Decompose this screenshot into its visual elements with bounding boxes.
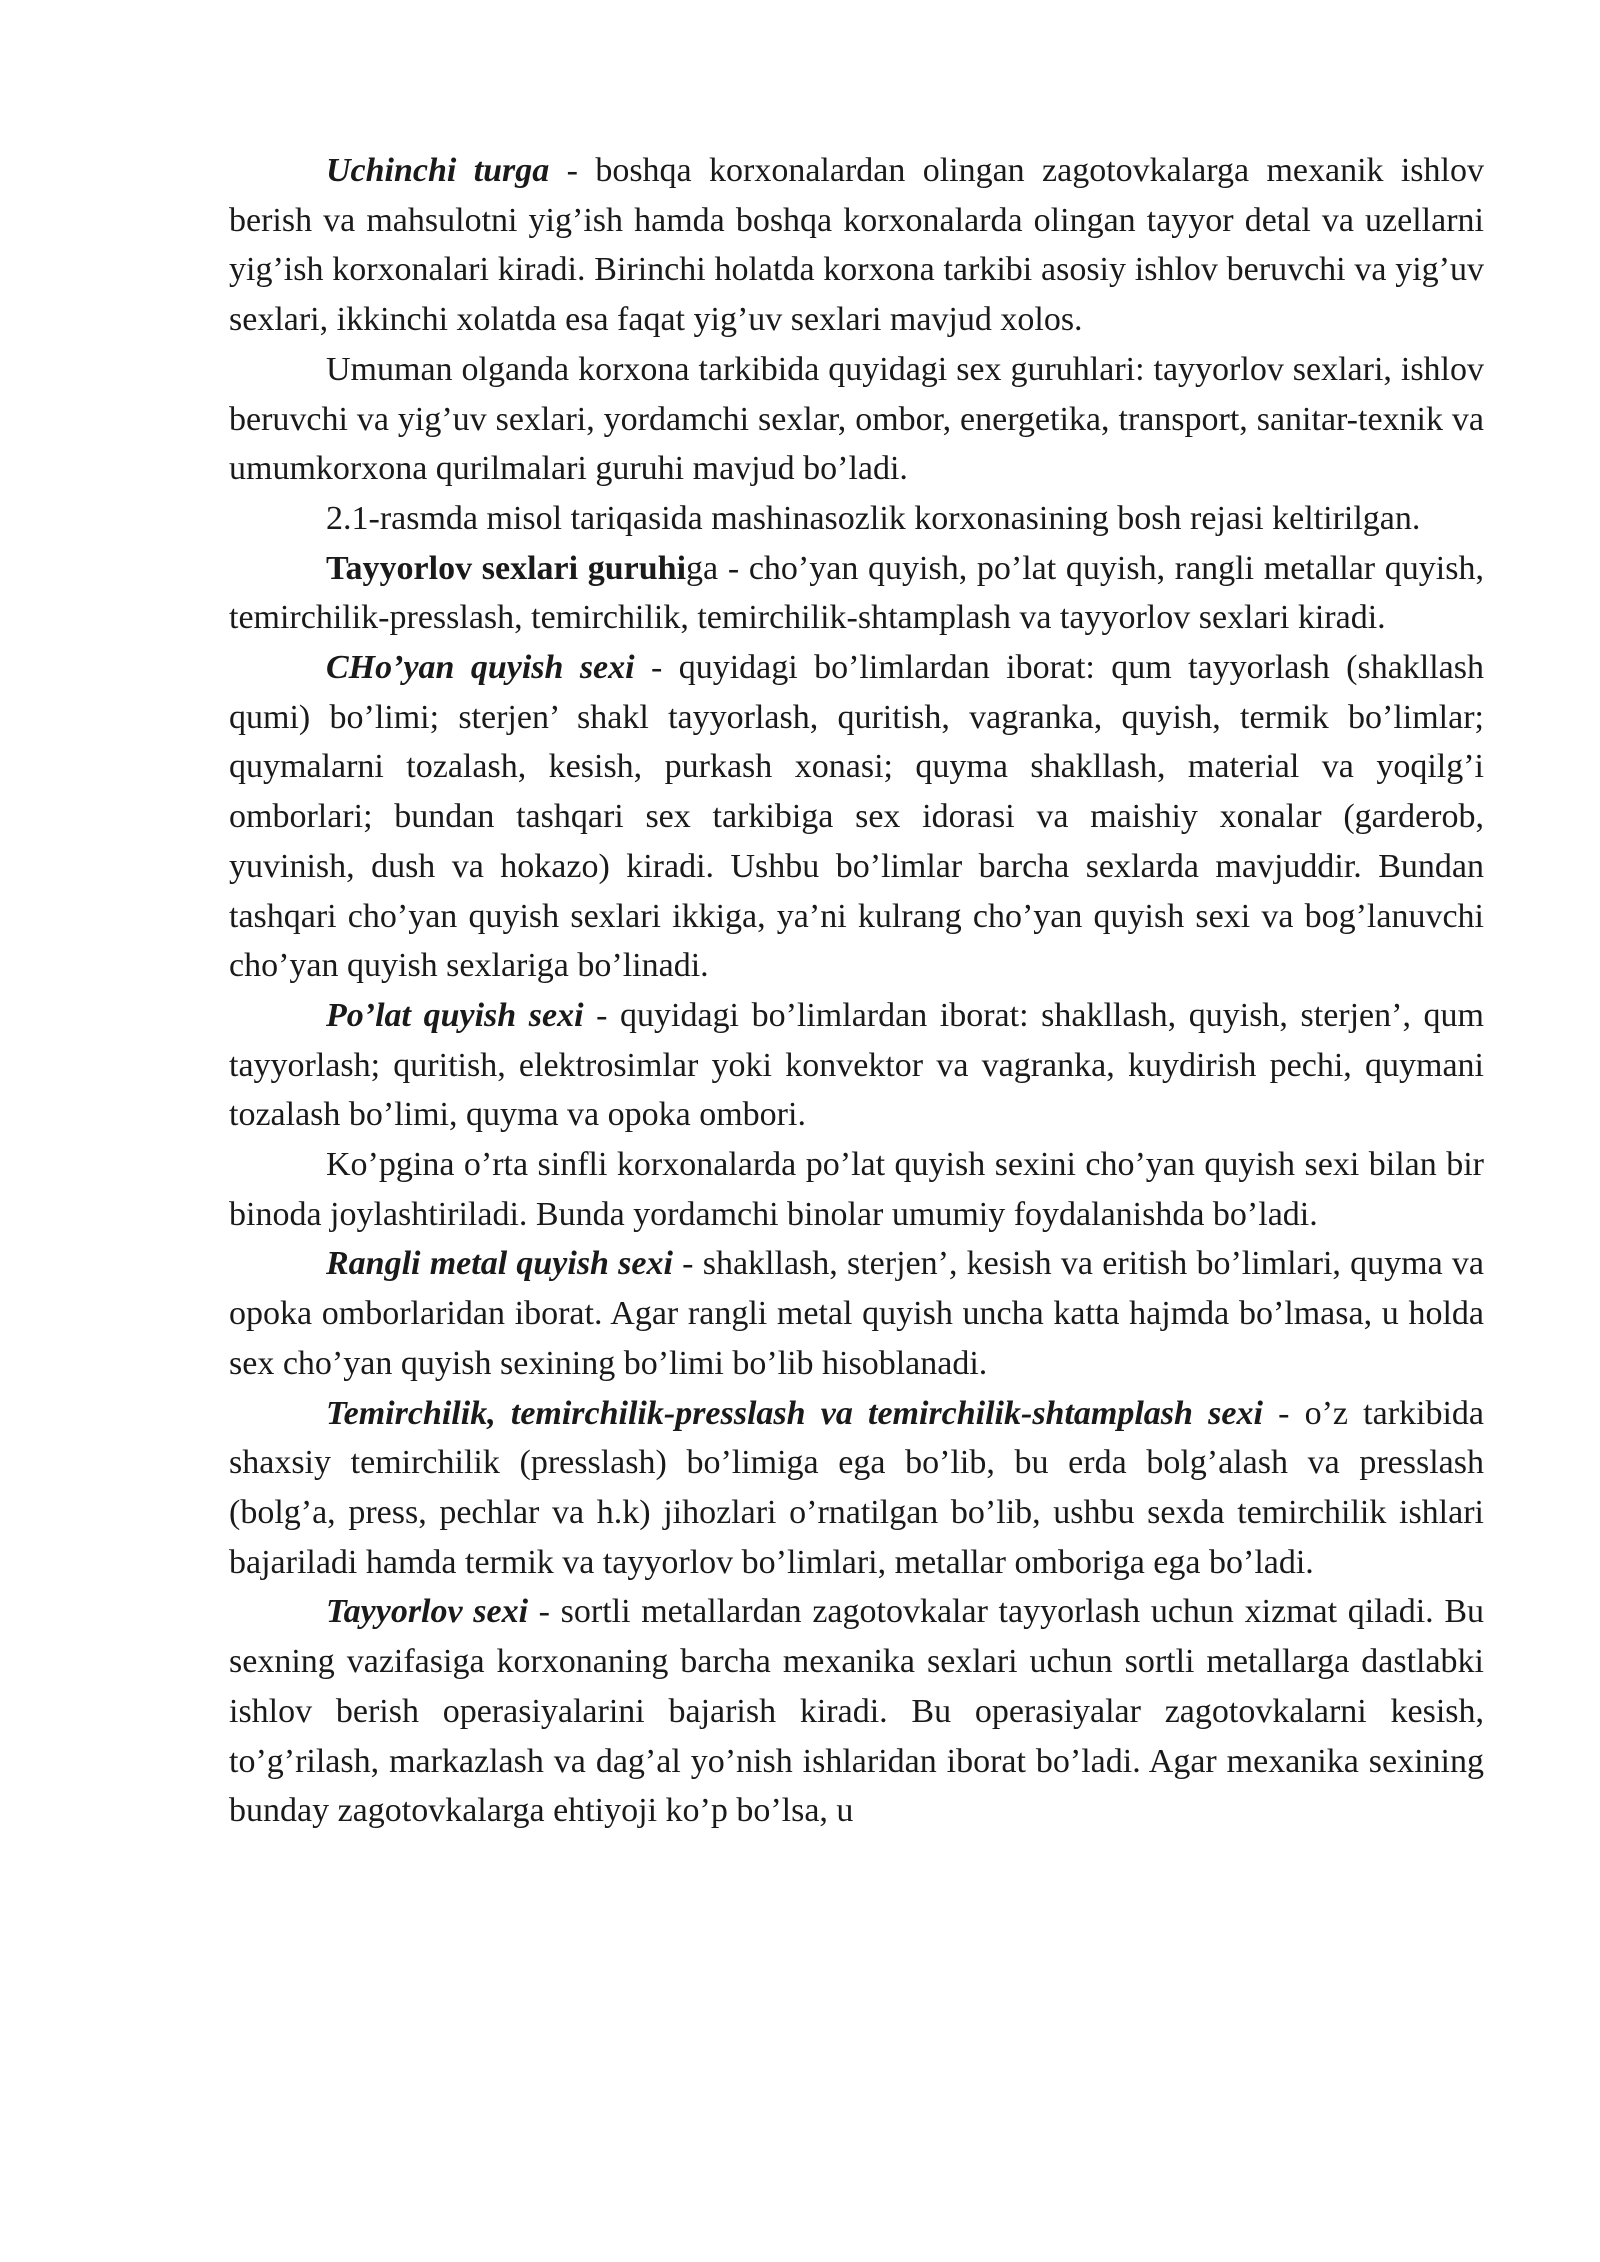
paragraph-figure-reference — [229, 494, 1484, 544]
paragraph-lead-term: Tayyorlov sexlari guruhi — [326, 549, 687, 587]
paragraph-polat-quyish-sexi — [229, 991, 1484, 1140]
paragraph-text: - boshqa korxonalardan olingan zagotovkalarga mexanik ishlov berish va mahsulotni yig’ish hamda boshqa korxonalarda olingan tayyor detal va uzellarni yig’ish korxonalari kiradi. Birinchi holatda korxona tarkibi asosiy ishlov beruvchi va yig’uv sexlari, ikkinchi xolatda esa faqat yig’uv sexlari mavjud xolos. — [229, 152, 1484, 339]
paragraph-text: Ko’pgina o’rta sinfli korxonalarda po’lat quyish sexini cho’yan quyish sexi bilan bir binoda joylashtiriladi. Bunda yordamchi binolar umumiy foydalanishda bo’ladi. — [229, 1146, 1484, 1233]
paragraph-temirchilik-sexi — [229, 1389, 1484, 1588]
paragraph-text: - shakllash, sterjen’, kesish va eritish bo’limlari, quyma va opoka omborlaridan iborat. Agar rangli metal quyish uncha katta hajmda bo’lmasa, u holda sex cho’yan quyish sexining bo’limi bo’lib hisoblanadi. — [229, 1245, 1484, 1382]
document-page — [229, 146, 1484, 1836]
paragraph-tayyorlov-sexlari-guruhi — [229, 544, 1484, 643]
paragraph-text: Umuman olganda korxona tarkibida quyidagi sex guruhlari: tayyorlov sexlari, ishlov beruvchi va yig’uv sexlari, yordamchi sexlar, ombor, energetika, transport, sanitar-texnik va umumkorxona qurilmalari guruhi mavjud bo’ladi. — [229, 350, 1484, 488]
paragraph-rangli-metal-quyish-sexi — [229, 1239, 1484, 1388]
paragraph-kopgina-korxonalarda — [229, 1140, 1484, 1239]
paragraph-uchinchi-turga — [229, 146, 1484, 345]
paragraph-lead-term: Rangli metal quyish sexi — [326, 1245, 673, 1283]
paragraph-lead-term: Uchinchi turga — [326, 152, 550, 189]
paragraph-text: ga - cho’yan quyish, po’lat quyish, rangli metallar quyish, temirchilik-presslash, temirchilik, temirchilik-shtamplash va tayyorlov sexlari kiradi. — [229, 549, 1484, 637]
paragraph-umuman-olganda — [229, 345, 1484, 494]
paragraph-lead-term: Temirchilik, temirchilik-presslash va temirchilik-shtamplash sexi — [326, 1394, 1263, 1432]
paragraph-lead-term: Po’lat quyish sexi — [326, 996, 584, 1034]
paragraph-lead-term: Tayyorlov sexi — [326, 1593, 529, 1631]
paragraph-choyan-quyish-sexi — [229, 643, 1484, 991]
paragraph-text: - quyidagi bo’limlardan iborat: qum tayyorlash (shakllash qumi) bo’limi; sterjen’ shakl tayyorlash, quritish, vagranka, quyish, termik bo’limlar; quymalarni tozalash, kesish, purkash xonasi; quyma shakllash, material va yoqilg’i omborlari; bundan tashqari sex tarkibiga sex idorasi va maishiy xonalar (garderob, yuvinish, dush va hokazo) kiradi. Ushbu bo’limlar barcha sexlarda mavjuddir. Bundan tashqari cho’yan quyish sexlari ikkiga, ya’ni kulrang cho’yan quyish sexi va bog’lanuvchi cho’yan quyish sexlariga bo’linadi. — [229, 649, 1484, 985]
paragraph-text: - quyidagi bo’limlardan iborat: shakllash, quyish, sterjen’, qum tayyorlash; quritish, elektrosimlar yoki konvektor va vagranka, kuydirish pechi, quymani tozalash bo’limi, quyma va opoka ombori. — [229, 996, 1484, 1134]
paragraph-tayyorlov-sexi — [229, 1587, 1484, 1836]
paragraph-text: - sortli metallardan zagotovkalar tayyorlash uchun xizmat qiladi. Bu sexning vazifasiga korxonaning barcha mexanika sexlari uchun sortli metallarga dastlabki ishlov berish operasiyalarini bajarish kiradi. Bu operasiyalar zagotovkalarni kesish, to’g’rilash, markazlash va dag’al yo’nish ishlaridan iborat bo’ladi. Agar mexanika sexining bunday zagotovkalarga ehtiyoji ko’p bo’lsa, u — [229, 1593, 1484, 1830]
paragraph-text: - o’z tarkibida shaxsiy temirchilik (presslash) bo’limiga ega bo’lib, bu erda bolg’alash va presslash (bolg’a, press, pechlar va h.k) jihozlari o’rnatilgan bo’lib, ushbu sexda temirchilik ishlari bajariladi hamda termik va tayyorlov bo’limlari, metallar omboriga ega bo’ladi. — [229, 1394, 1485, 1581]
paragraph-lead-term: CHo’yan quyish sexi — [326, 649, 635, 687]
paragraph-text: 2.1-rasmda misol tariqasida mashinasozlik korxonasining bosh rejasi keltirilgan. — [326, 499, 1421, 537]
